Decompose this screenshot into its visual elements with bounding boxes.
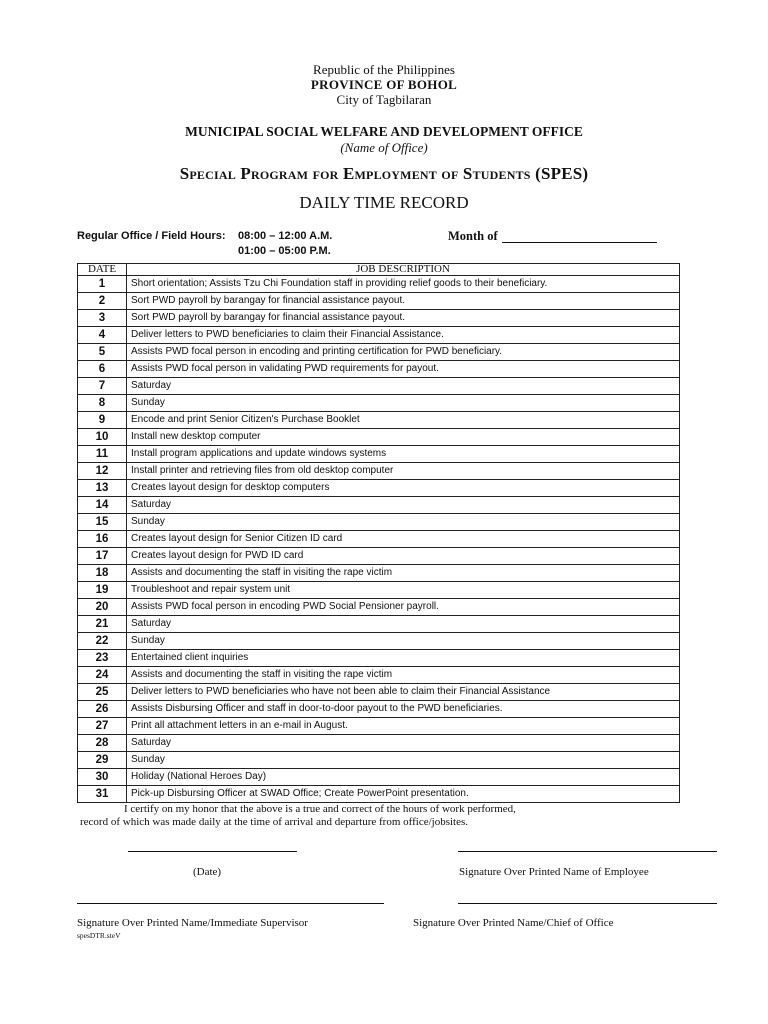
- job-description-cell: Sunday: [127, 752, 680, 769]
- job-description-cell: Saturday: [127, 378, 680, 395]
- job-description-cell: Sort PWD payroll by barangay for financial assistance payout.: [127, 310, 680, 327]
- table-row: [78, 599, 680, 616]
- supervisor-signature-line: [77, 903, 384, 904]
- supervisor-signature-label: Signature Over Printed Name/Immediate Supervisor: [77, 917, 308, 929]
- job-description-cell: Assists and documenting the staff in visiting the rape victim: [127, 565, 680, 582]
- table-row: [78, 378, 680, 395]
- job-description-cell: Assists PWD focal person in validating PWD requirements for payout.: [127, 361, 680, 378]
- date-cell: 14: [78, 497, 127, 514]
- date-cell: 24: [78, 667, 127, 684]
- chief-signature-label: Signature Over Printed Name/Chief of Office: [413, 917, 614, 929]
- table-row: [78, 344, 680, 361]
- date-cell: 1: [78, 276, 127, 293]
- date-label: (Date): [193, 866, 222, 878]
- job-description-cell: Deliver letters to PWD beneficiaries who have not been able to claim their Financial Assistance: [127, 684, 680, 701]
- table-row: [78, 718, 680, 735]
- table-row: [78, 684, 680, 701]
- table-row: [78, 701, 680, 718]
- office-title: MUNICIPAL SOCIAL WELFARE AND DEVELOPMENT OFFICE: [185, 124, 583, 139]
- job-description-cell: Sort PWD payroll by barangay for financial assistance payout.: [127, 293, 680, 310]
- job-description-cell: Print all attachment letters in an e-mail in August.: [127, 718, 680, 735]
- date-cell: 26: [78, 701, 127, 718]
- date-cell: 13: [78, 480, 127, 497]
- table-row: [78, 633, 680, 650]
- date-cell: 2: [78, 293, 127, 310]
- certification-line-1: I certify on my honor that the above is a true and correct of the hours of work performed,: [124, 803, 516, 815]
- date-column-header: DATE: [78, 264, 127, 276]
- table-row: [78, 769, 680, 786]
- job-description-cell: Encode and print Senior Citizen's Purchase Booklet: [127, 412, 680, 429]
- date-cell: 30: [78, 769, 127, 786]
- table-row: [78, 667, 680, 684]
- table-row: [78, 582, 680, 599]
- office-subtitle: (Name of Office): [340, 140, 428, 155]
- table-row: [78, 412, 680, 429]
- job-description-cell: Assists PWD focal person in encoding PWD Social Pensioner payroll.: [127, 599, 680, 616]
- table-row: [78, 565, 680, 582]
- job-description-cell: Assists Disbursing Officer and staff in door-to-door payout to the PWD beneficiaries.: [127, 701, 680, 718]
- daily-time-record-table: [77, 263, 680, 803]
- table-row: [78, 310, 680, 327]
- date-cell: 25: [78, 684, 127, 701]
- date-cell: 28: [78, 735, 127, 752]
- table-row: [78, 293, 680, 310]
- job-description-cell: Deliver letters to PWD beneficiaries to claim their Financial Assistance.: [127, 327, 680, 344]
- employee-signature-line: [458, 851, 717, 852]
- job-description-cell: Assists and documenting the staff in visiting the rape victim: [127, 667, 680, 684]
- job-description-cell: Install program applications and update windows systems: [127, 446, 680, 463]
- date-cell: 9: [78, 412, 127, 429]
- date-cell: 5: [78, 344, 127, 361]
- date-cell: 16: [78, 531, 127, 548]
- table-row: [78, 276, 680, 293]
- republic-heading: Republic of the Philippines: [313, 62, 455, 77]
- month-label: Month of: [448, 229, 498, 243]
- date-cell: 15: [78, 514, 127, 531]
- table-row: [78, 616, 680, 633]
- table-row: [78, 531, 680, 548]
- province-heading: PROVINCE OF BOHOL: [310, 77, 458, 92]
- date-cell: 11: [78, 446, 127, 463]
- table-row: [78, 752, 680, 769]
- date-cell: 31: [78, 786, 127, 803]
- table-row: [78, 650, 680, 667]
- job-description-cell: Creates layout design for desktop computers: [127, 480, 680, 497]
- date-cell: 22: [78, 633, 127, 650]
- afternoon-hours: 01:00 – 05:00 P.M.: [238, 245, 331, 257]
- date-cell: 21: [78, 616, 127, 633]
- table-header-row: [78, 264, 680, 276]
- job-description-cell: Entertained client inquiries: [127, 650, 680, 667]
- job-description-cell: Sunday: [127, 514, 680, 531]
- table-row: [78, 497, 680, 514]
- program-title: Special Program for Employment of Students (SPES): [179, 164, 589, 183]
- job-description-cell: Short orientation; Assists Tzu Chi Foundation staff in providing relief goods to their beneficiary.: [127, 276, 680, 293]
- date-signature-line: [128, 851, 297, 852]
- job-description-cell: Assists PWD focal person in encoding and printing certification for PWD beneficiary.: [127, 344, 680, 361]
- table-row: [78, 514, 680, 531]
- table-row: [78, 735, 680, 752]
- date-cell: 6: [78, 361, 127, 378]
- date-cell: 27: [78, 718, 127, 735]
- certification-line-2: record of which was made daily at the time of arrival and departure from office/jobsites.: [80, 816, 469, 828]
- office-hours-label: Regular Office / Field Hours:: [77, 230, 226, 242]
- footer-form-code: spesDTR.steV: [77, 931, 121, 940]
- job-description-column-header: JOB DESCRIPTION: [127, 264, 680, 276]
- date-cell: 20: [78, 599, 127, 616]
- date-cell: 18: [78, 565, 127, 582]
- job-description-cell: Install new desktop computer: [127, 429, 680, 446]
- table-row: [78, 786, 680, 803]
- chief-signature-line: [458, 903, 717, 904]
- job-description-cell: Troubleshoot and repair system unit: [127, 582, 680, 599]
- table-row: [78, 395, 680, 412]
- date-cell: 4: [78, 327, 127, 344]
- table-row: [78, 480, 680, 497]
- date-cell: 12: [78, 463, 127, 480]
- table-row: [78, 361, 680, 378]
- table-row: [78, 548, 680, 565]
- form-title: DAILY TIME RECORD: [299, 193, 469, 212]
- job-description-cell: Saturday: [127, 735, 680, 752]
- date-cell: 3: [78, 310, 127, 327]
- job-description-cell: Creates layout design for Senior Citizen ID card: [127, 531, 680, 548]
- month-blank-line: [502, 242, 657, 243]
- table-row: [78, 327, 680, 344]
- job-description-cell: Sunday: [127, 633, 680, 650]
- date-cell: 23: [78, 650, 127, 667]
- city-heading: City of Tagbilaran: [336, 92, 432, 107]
- date-cell: 10: [78, 429, 127, 446]
- table-row: [78, 446, 680, 463]
- job-description-cell: Sunday: [127, 395, 680, 412]
- job-description-cell: Install printer and retrieving files from old desktop computer: [127, 463, 680, 480]
- table-row: [78, 429, 680, 446]
- job-description-cell: Saturday: [127, 616, 680, 633]
- morning-hours: 08:00 – 12:00 A.M.: [238, 230, 333, 242]
- employee-signature-label: Signature Over Printed Name of Employee: [459, 866, 649, 878]
- table-row: [78, 463, 680, 480]
- date-cell: 8: [78, 395, 127, 412]
- table-body: [78, 276, 680, 803]
- job-description-cell: Saturday: [127, 497, 680, 514]
- job-description-cell: Holiday (National Heroes Day): [127, 769, 680, 786]
- job-description-cell: Creates layout design for PWD ID card: [127, 548, 680, 565]
- job-description-cell: Pick-up Disbursing Officer at SWAD Office; Create PowerPoint presentation.: [127, 786, 680, 803]
- date-cell: 29: [78, 752, 127, 769]
- date-cell: 7: [78, 378, 127, 395]
- date-cell: 17: [78, 548, 127, 565]
- date-cell: 19: [78, 582, 127, 599]
